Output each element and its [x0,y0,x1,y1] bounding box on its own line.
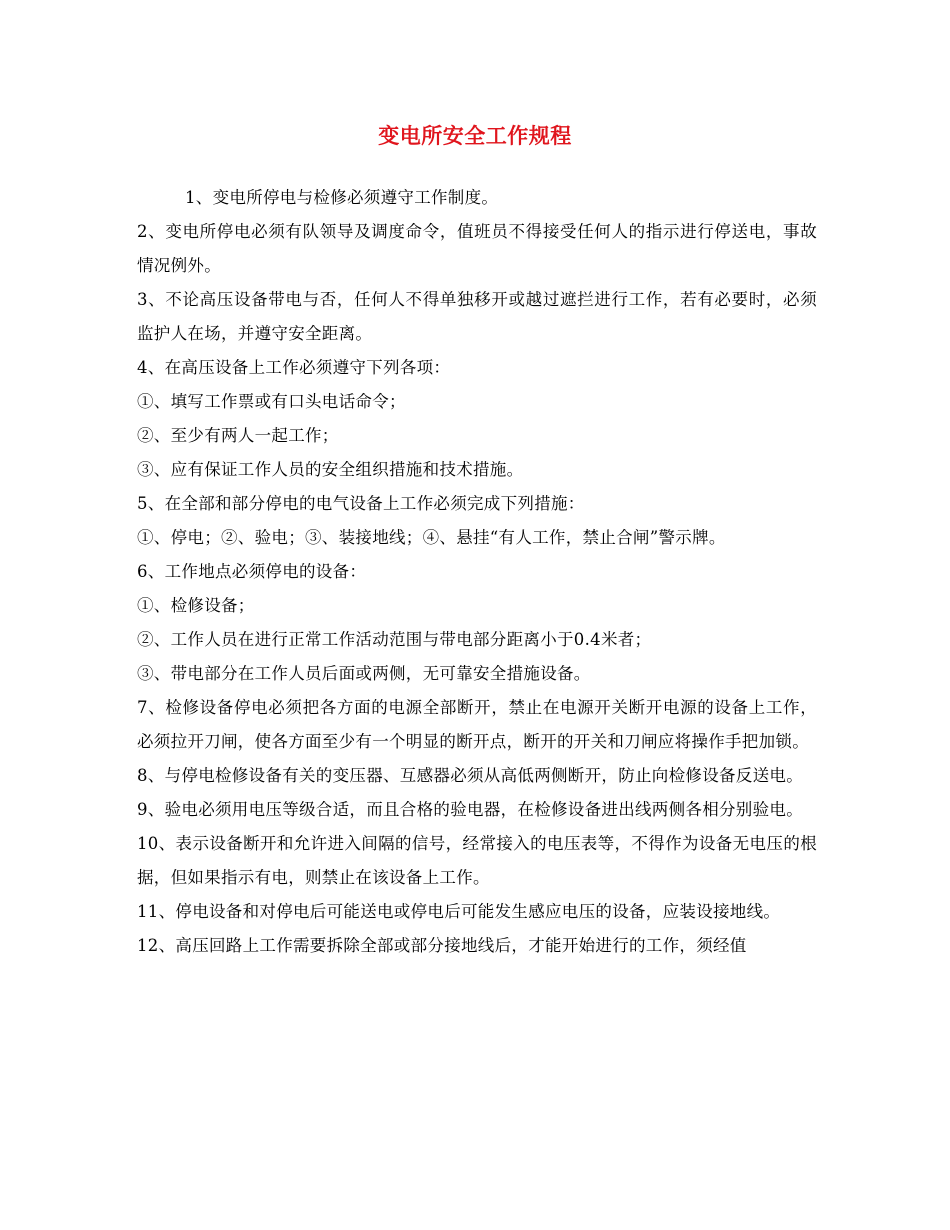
paragraph-5: 5、在全部和部分停电的电气设备上工作必须完成下列措施： [137,494,585,513]
paragraph-9: 9、验电必须用电压等级合适，而且合格的验电器，在检修设备进出线两侧各相分别验电。 [137,800,803,819]
paragraph-4-item-2: ②、至少有两人一起工作； [137,426,339,445]
paragraph-6-item-2: ②、工作人员在进行正常工作活动范围与带电部分距离小于0.4米者； [137,630,652,649]
paragraph-10: 10、表示设备断开和允许进入间隔的信号，经常接入的电压表等，不得作为设备无电压的根据，但如果指示有电，则禁止在该设备上工作。 [137,834,817,887]
paragraph-2: 2、变电所停电必须有队领导及调度命令，值班员不得接受任何人的指示进行停送电，事故情况例外。 [137,222,817,275]
paragraph-7: 7、检修设备停电必须把各方面的电源全部断开，禁止在电源开关断开电源的设备上工作，必须拉开刀闸，使各方面至少有一个明显的断开点，断开的开关和刀闸应将操作手把加锁。 [137,698,817,751]
document-title: 变电所安全工作规程 [378,123,572,148]
paragraph-3: 3、不论高压设备带电与否，任何人不得单独移开或越过遮拦进行工作，若有必要时，必须监护人在场，并遵守安全距离。 [137,290,817,343]
paragraph-6-item-1: ①、检修设备； [137,596,255,615]
paragraph-12: 12、高压回路上工作需要拆除全部或部分接地线后，才能开始进行的工作，须经值 [137,936,747,955]
paragraph-8: 8、与停电检修设备有关的变压器、互感器必须从高低两侧断开，防止向检修设备反送电。 [137,766,803,785]
paragraph-6-item-3: ③、带电部分在工作人员后面或两侧，无可靠安全措施设备。 [137,664,591,683]
paragraph-4: 4、在高压设备上工作必须遵守下列各项： [137,358,451,377]
paragraph-11: 11、停电设备和对停电后可能送电或停电后可能发生感应电压的设备，应装设接地线。 [137,902,781,921]
paragraph-6: 6、工作地点必须停电的设备： [137,562,367,581]
paragraph-4-item-3: ③、应有保证工作人员的安全组织措施和技术措施。 [137,460,524,479]
paragraph-1: 1、变电所停电与检修必须遵守工作制度。 [185,188,499,207]
paragraph-4-item-1: ①、填写工作票或有口头电话命令； [137,392,406,411]
document-body [137,181,817,963]
paragraph-5-measures: ①、停电；②、验电；③、装接地线；④、悬挂“有人工作，禁止合闸”警示牌。 [137,528,726,547]
